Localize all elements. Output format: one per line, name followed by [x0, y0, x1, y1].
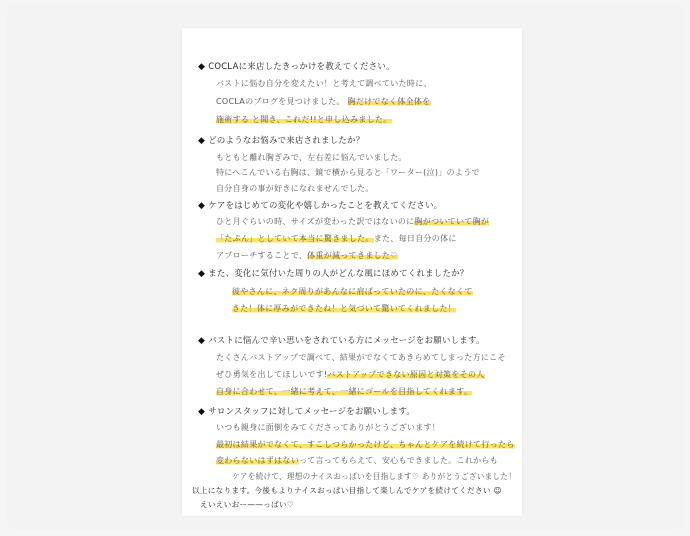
question-4: ◆ また、変化に気付いた周りの人がどんな風にほめてくれましたか？	[198, 268, 469, 279]
question-5: ◆ バストに悩んで辛い思いをされている方にメッセージをお願いします。	[198, 335, 485, 346]
answer-6-line-3: 変わらないはずはないって言ってもらえて、安心もできました。これからも	[216, 456, 499, 465]
answer-1-line-1: バストに悩む自分を変えたい！と考えて調べていた時に、	[216, 79, 432, 88]
answer-1-line-2: COCLAのブログを見つけました。 胸だけでなく体全体を	[216, 97, 431, 106]
answer-6-line-2: 最初は結果がでなくて、すこしつらかったけど、ちゃんとケアを続けて行ったら	[216, 440, 515, 449]
answer-4-line-2: きた！体に厚みができたね！と気づいて驚いてくれました！	[232, 304, 457, 313]
question-3: ◆ ケアをはじめての変化や嬉しかったことを教えてください。	[198, 200, 443, 211]
diamond-bullet-icon: ◆	[198, 62, 206, 72]
answer-1-line-3: 施術する と聞き、これだ!!と申し込みました。	[216, 115, 392, 124]
answer-3-line-3: アプローチすることで、体重が減ってきました♡	[216, 251, 398, 260]
answer-5-line-1: たくさんバストアップで調べて、結果がでなくてあきらめてしまった方にこそ	[216, 353, 506, 362]
diamond-bullet-icon: ◆	[198, 269, 206, 279]
question-1: ◆ COCLAに来店したきっかけを教えてください。	[198, 61, 395, 72]
answer-4-line-1: 彼やさんに、ネク周りがあんなに肩ばっていたのに、たくなくて	[232, 287, 473, 296]
question-6: ◆ サロンスタッフに対してメッセージをお願いします。	[198, 406, 416, 417]
image-frame	[6, 4, 684, 530]
answer-6-line-1: いつも親身に面倒をみてくださってありがとうございます！	[216, 423, 441, 432]
closing-line-1: 以上になります。今後もよりナイスおっぱい目指して楽しんでケアを続けてください ☺	[192, 486, 502, 495]
question-2: ◆ どのようなお悩みで来店されましたか？	[198, 135, 365, 146]
diamond-bullet-icon: ◆	[198, 407, 206, 417]
answer-2-line-2: 特にへこんでいる右胸は、鏡で横から見ると「ワーター(泣)」のようで	[216, 168, 480, 177]
answer-3-line-2: 「たぷん」としていて本当に驚きました。また、毎日自分の体に	[216, 234, 457, 243]
answer-2-line-3: 自分自身の事が好きになれませんでした。	[216, 184, 374, 193]
survey-sheet	[182, 28, 522, 516]
closing-line-2: えいえいおー——っぱい♡	[200, 500, 294, 509]
diamond-bullet-icon: ◆	[198, 336, 206, 346]
diamond-bullet-icon: ◆	[198, 201, 206, 211]
answer-5-line-3: 自身に合わせて、一緒に考えて、一緒にゴールを目指してくれます。	[216, 387, 473, 396]
answer-5-line-2: ぜひ勇気を出してほしいです!バストアップできない原因と対策をその人	[216, 370, 485, 379]
diamond-bullet-icon: ◆	[198, 136, 206, 146]
answer-2-line-1: もともと離れ胸ぎみで、左右差に悩んでいました。	[216, 153, 407, 162]
answer-6-line-4: ケアを続けて、理想のナイスおっぱいを目指します♡ ありがとうございました！	[232, 472, 517, 481]
answer-3-line-1: ひと月ぐらいの時、サイズが変わった訳ではないのに胸がついていて胸が	[216, 217, 490, 226]
